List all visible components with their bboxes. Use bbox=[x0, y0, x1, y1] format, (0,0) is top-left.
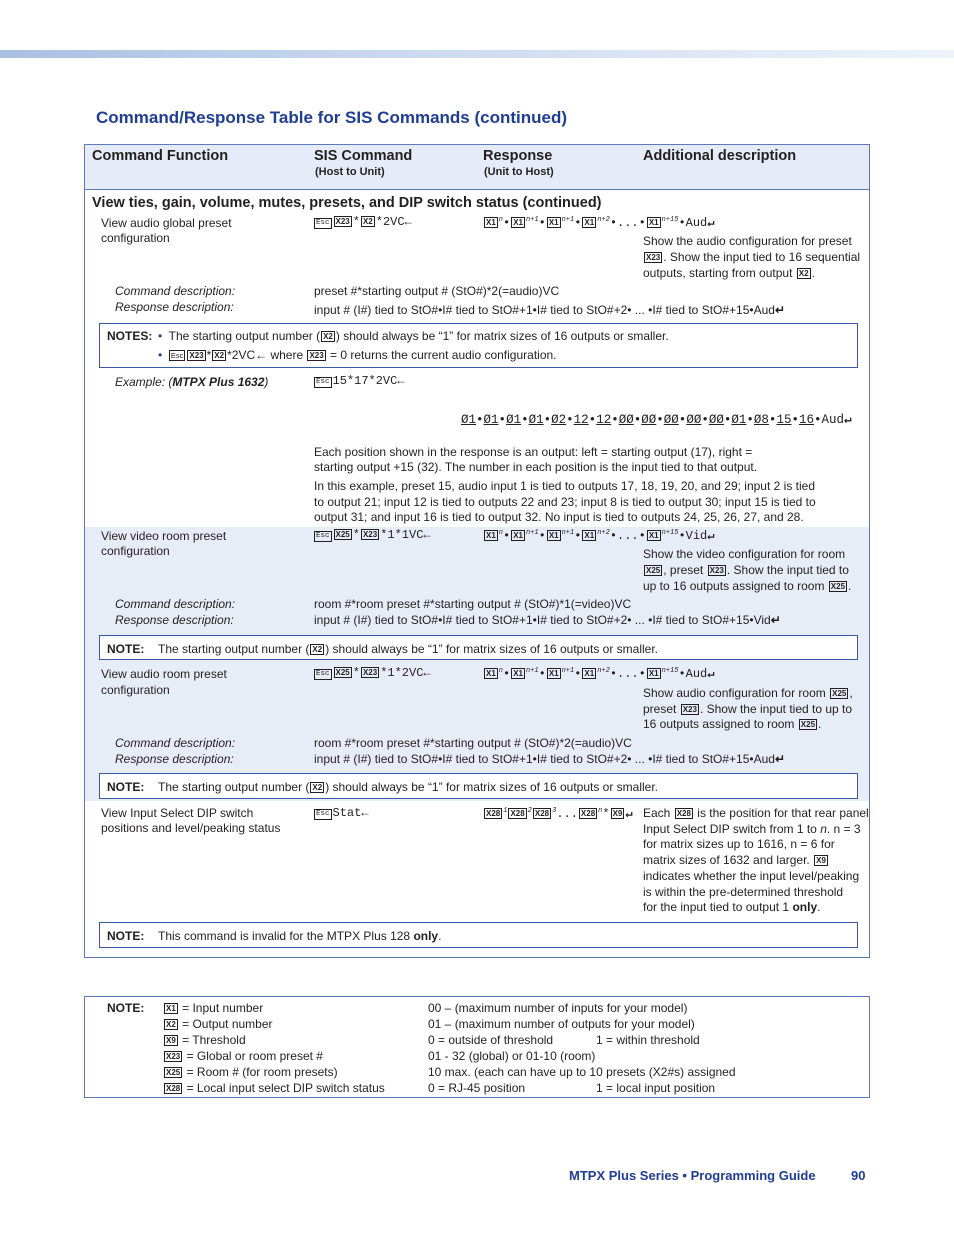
example-response-value: Ø1 bbox=[506, 413, 522, 427]
example-response-value: ØØ bbox=[663, 413, 679, 427]
cmd-dip: Esc Stat← bbox=[316, 806, 369, 820]
example-response-value: Ø1 bbox=[461, 413, 477, 427]
legend-range: 0 = outside of threshold bbox=[428, 1033, 554, 1047]
function-audio-room-2: configuration bbox=[101, 683, 170, 697]
desc-video-room-3: up to 16 outputs assigned to room X25 . bbox=[643, 579, 852, 593]
resp-desc-1: input # (I#) tied to StO#•I# tied to StO#+1•I# tied to StO#+2• ... •I# tied to StO#+15•Aud↵ bbox=[314, 303, 786, 317]
resp-desc-label-2: Response description: bbox=[115, 613, 234, 627]
header-sis-command: SIS Command bbox=[314, 148, 413, 164]
desc-dip-7: for the input tied to output 1 only. bbox=[643, 900, 821, 914]
example-response: Ø1•Ø1•Ø1•Ø1•Ø2•12•12•ØØ•ØØ•ØØ•ØØ•ØØ•Ø1•Ø8•15•16•Aud↵ bbox=[461, 413, 852, 427]
function-video-room-2: configuration bbox=[101, 544, 170, 558]
cmd-audio-room: Esc X25 * X23 *1*2VC← bbox=[316, 666, 431, 680]
note-label-3: NOTE: bbox=[107, 780, 145, 794]
desc-video-room-2: X25 , preset X23 . Show the input tied to bbox=[646, 563, 849, 577]
notes-label-1: NOTES: bbox=[107, 329, 153, 343]
resp-dip: X28 $^1$ X28 $^2$ X28 $^3$... X28 $^n$* X9 ↵ bbox=[486, 807, 633, 821]
desc-audio-room-2: preset X23 . Show the input tied to up to bbox=[643, 702, 853, 716]
desc-audio-room-3: 16 outputs assigned to room X25 . bbox=[643, 717, 822, 731]
function-video-room-1: View video room preset bbox=[101, 529, 227, 543]
header-additional: Additional description bbox=[643, 148, 797, 164]
legend-range: 01 - 32 (global) or 01-10 (room) bbox=[428, 1049, 596, 1063]
desc-audio-global-2: X23 . Show the input tied to 16 sequential bbox=[646, 250, 861, 264]
function-audio-global-2: configuration bbox=[101, 231, 170, 245]
legend-extra: 1 = local input position bbox=[596, 1081, 716, 1095]
cmd-audio-global: Esc X23 * X2 *2VC← bbox=[316, 215, 412, 229]
footer-page-number: 90 bbox=[851, 1168, 866, 1183]
resp-desc-2: input # (I#) tied to StO#•I# tied to StO#+1•I# tied to StO#+2• ... •I# tied to StO#+15•Vid↵ bbox=[314, 613, 781, 627]
legend-var-x28: X28 = Local input select DIP switch status bbox=[166, 1081, 385, 1095]
desc-audio-global-1: Show the audio configuration for preset bbox=[643, 234, 852, 248]
resp-video-room: X1 $^n$• X1 $^{n+1}$• X1 $^{n+1}$• X1 $^{n+2}$•...• X1 $^{n+15}$•Vid↵ bbox=[486, 529, 715, 543]
note-2-text: The starting output number ( X2 ) should always be “1” for matrix sizes of 16 outputs or smaller. bbox=[158, 642, 659, 656]
example-response-value: ØØ bbox=[641, 413, 657, 427]
header-command-function: Command Function bbox=[92, 148, 229, 164]
example-response-value: ØØ bbox=[686, 413, 702, 427]
example-response-value: Ø2 bbox=[551, 413, 567, 427]
legend-range: 01 – (maximum number of outputs for your model) bbox=[428, 1017, 695, 1031]
example-text-1: Each position shown in the response is an output: left = starting output (17), right = bbox=[314, 445, 753, 459]
resp-audio-global: X1 $^n$• X1 $^{n+1}$• X1 $^{n+1}$• X1 $^{n+2}$•...• X1 $^{n+15}$•Aud↵ bbox=[486, 216, 715, 230]
legend-range: 0 = RJ-45 position bbox=[428, 1081, 526, 1095]
section-heading: View ties, gain, volume, mutes, presets, and DIP switch status (continued) bbox=[92, 195, 602, 211]
desc-audio-room-1: Show audio configuration for room X25 , bbox=[643, 686, 853, 700]
header-response: Response bbox=[483, 148, 553, 164]
resp-desc-label-1: Response description: bbox=[115, 300, 234, 314]
note-1-bullet-2: • Esc X23 * X2 *2VC← where X23 = 0 returns the current audio configuration. bbox=[158, 348, 557, 362]
function-dip-2: positions and level/peaking status bbox=[101, 821, 281, 835]
legend-var-x1: X1 = Input number bbox=[166, 1001, 264, 1015]
example-response-value: 15 bbox=[776, 413, 792, 427]
legend-extra: 1 = within threshold bbox=[596, 1033, 700, 1047]
legend-range: 10 max. (each can have up to 10 presets (X2#s) assigned bbox=[428, 1065, 736, 1079]
function-dip-1: View Input Select DIP switch bbox=[101, 806, 254, 820]
note-label-4: NOTE: bbox=[107, 929, 145, 943]
header-sis-sub: (Host to Unit) bbox=[315, 166, 385, 178]
legend-note-label: NOTE: bbox=[107, 1001, 145, 1015]
note-3-text: The starting output number ( X2 ) should always be “1” for matrix sizes of 16 outputs or smaller. bbox=[158, 780, 659, 794]
top-accent-bar bbox=[0, 50, 954, 58]
example-response-value: Ø1 bbox=[731, 413, 747, 427]
legend-var-x2: X2 = Output number bbox=[166, 1017, 273, 1031]
footer-guide-title: MTPX Plus Series • Programming Guide bbox=[569, 1168, 816, 1183]
legend-var-x23: X23 = Global or room preset # bbox=[166, 1049, 323, 1063]
example-response-value: 12 bbox=[573, 413, 589, 427]
cmd-video-room: Esc X25 * X23 *1*1VC← bbox=[316, 528, 431, 542]
desc-dip-5: indicates whether the input level/peaking bbox=[643, 869, 860, 883]
desc-dip-2: Input Select DIP switch from 1 to n. n = 3 bbox=[643, 822, 861, 836]
note-4-text: This command is invalid for the MTPX Plus 128 only. bbox=[158, 929, 442, 943]
desc-dip-3: for matrix sizes up to 1616, n = 6 for bbox=[643, 837, 835, 851]
cmd-desc-1: preset #*starting output # (StO#)*2(=audio)VC bbox=[314, 284, 560, 298]
resp-desc-3: input # (I#) tied to StO#•I# tied to StO#+1•I# tied to StO#+2• ... •I# tied to StO#+15•Aud↵ bbox=[314, 752, 786, 766]
cmd-desc-label-1: Command description: bbox=[115, 284, 236, 298]
desc-dip-1: Each X28 is the position for that rear panel bbox=[643, 806, 869, 820]
desc-dip-4: matrix sizes of 1632 and larger. X9 bbox=[643, 853, 826, 867]
legend-var-x25: X25 = Room # (for room presets) bbox=[166, 1065, 338, 1079]
note-1-bullet-1: • The starting output number ( X2 ) should always be “1” for matrix sizes of 16 outputs or smaller. bbox=[158, 329, 669, 343]
resp-desc-label-3: Response description: bbox=[115, 752, 234, 766]
example-text-3: In this example, preset 15, audio input 1 is tied to outputs 17, 18, 19, 20, and 29; input 2 is tied bbox=[314, 479, 815, 493]
legend-range: 00 – (maximum number of inputs for your model) bbox=[428, 1001, 688, 1015]
example-response-value: ØØ bbox=[708, 413, 724, 427]
example-response-value: Ø8 bbox=[753, 413, 769, 427]
page-title: Command/Response Table for SIS Commands (continued) bbox=[96, 108, 568, 127]
example-response-value: ØØ bbox=[618, 413, 634, 427]
example-response-value: 12 bbox=[596, 413, 612, 427]
desc-video-room-1: Show the video configuration for room bbox=[643, 547, 846, 561]
function-audio-room-1: View audio room preset bbox=[101, 667, 227, 681]
desc-dip-6: is within the pre-determined threshold bbox=[643, 885, 844, 899]
cmd-desc-2: room #*room preset #*starting output # (StO#)*1(=video)VC bbox=[314, 597, 632, 611]
example-response-value: Ø1 bbox=[528, 413, 544, 427]
example-text-4: to output 21; input 12 is tied to outputs 22 and 23; input 8 is tied to output 30; input 15 is tied to bbox=[314, 495, 816, 509]
resp-audio-room: X1 $^n$• X1 $^{n+1}$• X1 $^{n+1}$• X1 $^{n+2}$•...• X1 $^{n+15}$•Aud↵ bbox=[486, 667, 715, 681]
example-label: Example: (MTPX Plus 1632) bbox=[115, 375, 269, 389]
desc-audio-global-3: outputs, starting from output X2 . bbox=[643, 266, 815, 280]
example-response-value: 16 bbox=[798, 413, 814, 427]
cmd-desc-label-3: Command description: bbox=[115, 736, 236, 750]
legend-var-x9: X9 = Threshold bbox=[166, 1033, 246, 1047]
function-audio-global-1: View audio global preset bbox=[101, 216, 232, 230]
example-text-5: output 31; and input 16 is tied to output 32. No input is tied to outputs 24, 25, 26, 27, and 28. bbox=[314, 510, 804, 524]
example-text-2: starting output +15 (32). The number in each position is the input tied to that output. bbox=[314, 460, 758, 474]
note-label-2: NOTE: bbox=[107, 642, 145, 656]
example-response-value: Ø1 bbox=[483, 413, 499, 427]
cmd-desc-label-2: Command description: bbox=[115, 597, 236, 611]
header-response-sub: (Unit to Host) bbox=[484, 166, 554, 178]
cmd-desc-3: room #*room preset #*starting output # (StO#)*2(=audio)VC bbox=[314, 736, 632, 750]
example-cmd: Esc 15*17*2VC← bbox=[316, 374, 405, 388]
